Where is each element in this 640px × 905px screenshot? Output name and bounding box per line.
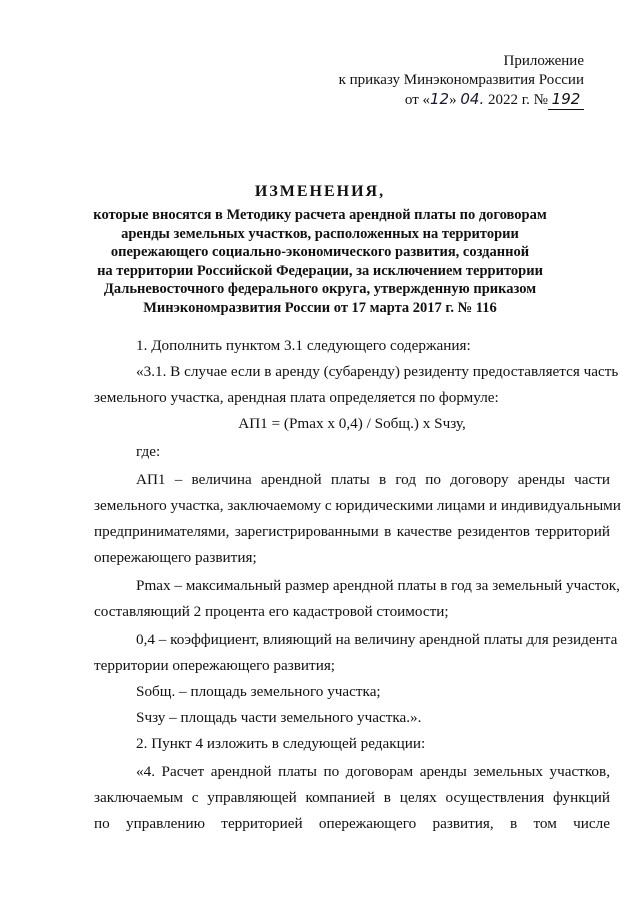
date-mid: » <box>449 92 461 108</box>
definition-schzu: Sчзу – площадь части земельного участка.». <box>136 709 422 726</box>
paragraph-3: 2. Пункт 4 изложить в следующей редакции: <box>136 735 426 752</box>
header-line-order: к приказу Минэкономразвития России <box>338 72 584 88</box>
handwritten-month: 04. <box>460 90 485 108</box>
subtitle-line: Минэкономразвития России от 17 марта 2017 г. № 116 <box>143 299 497 316</box>
handwritten-day: 12 <box>430 90 450 108</box>
document-subtitle <box>60 206 580 318</box>
definition-ap1-line-1: АП1 – величина арендной платы в год по договору аренды части <box>136 471 610 488</box>
definition-ap1-line-4: опережающего развития; <box>94 549 257 566</box>
header-line-attachment: Приложение <box>503 53 584 69</box>
definition-sobsch: Sобщ. – площадь земельного участка; <box>136 683 381 700</box>
date-year: 2022 г. № <box>484 92 548 108</box>
subtitle-line: на территории Российской Федерации, за исключением территории <box>97 262 543 279</box>
paragraph-4-line-2: заключаемым с управляющей компанией в целях осуществления функций <box>94 789 610 806</box>
definition-ap1-line-3: предпринимателями, зарегистрированными в качестве резидентов территорий <box>94 523 610 540</box>
formula: АП1 = (Pmax x 0,4) / Sобщ.) x Sчзу, <box>238 415 466 432</box>
subtitle-line: аренды земельных участков, расположенных на территории <box>121 225 519 242</box>
handwritten-order-number: 192 <box>548 90 584 110</box>
date-prefix: от « <box>404 92 431 108</box>
definition-coefficient-line-1: 0,4 – коэффициент, влияющий на величину арендной платы для резидента <box>136 631 618 648</box>
paragraph-2-line-2: земельного участка, арендная плата определяется по формуле: <box>94 389 499 406</box>
paragraph-4-line-3: по управлению территорией опережающего развития, в том числе <box>94 815 610 832</box>
definition-coefficient-line-2: территории опережающего развития; <box>94 657 336 674</box>
document-title: ИЗМЕНЕНИЯ, <box>254 183 386 200</box>
paragraph-1: 1. Дополнить пунктом 3.1 следующего содержания: <box>136 337 471 354</box>
paragraph-2-line-1: «3.1. В случае если в аренду (субаренду) резиденту предоставляется часть <box>136 363 619 380</box>
definition-pmax-line-2: составляющий 2 процента его кадастровой стоимости; <box>94 603 449 620</box>
subtitle-line: опережающего социально-экономического развития, созданной <box>110 244 530 261</box>
subtitle-line: которые вносятся в Методику расчета арендной платы по договорам <box>93 207 547 223</box>
subtitle-line: Дальневосточного федерального округа, утвержденную приказом <box>103 281 537 298</box>
definition-pmax-line-1: Pmax – максимальный размер арендной платы в год за земельный участок, <box>136 577 620 594</box>
paragraph-4-line-1: «4. Расчет арендной платы по договорам аренды земельных участков, <box>136 763 610 780</box>
where-label: где: <box>136 443 161 460</box>
attachment-header <box>339 52 584 110</box>
definition-ap1-line-2: земельного участка, заключаемому с юридическими лицами и индивидуальными <box>94 497 621 514</box>
header-line-date <box>339 90 584 110</box>
